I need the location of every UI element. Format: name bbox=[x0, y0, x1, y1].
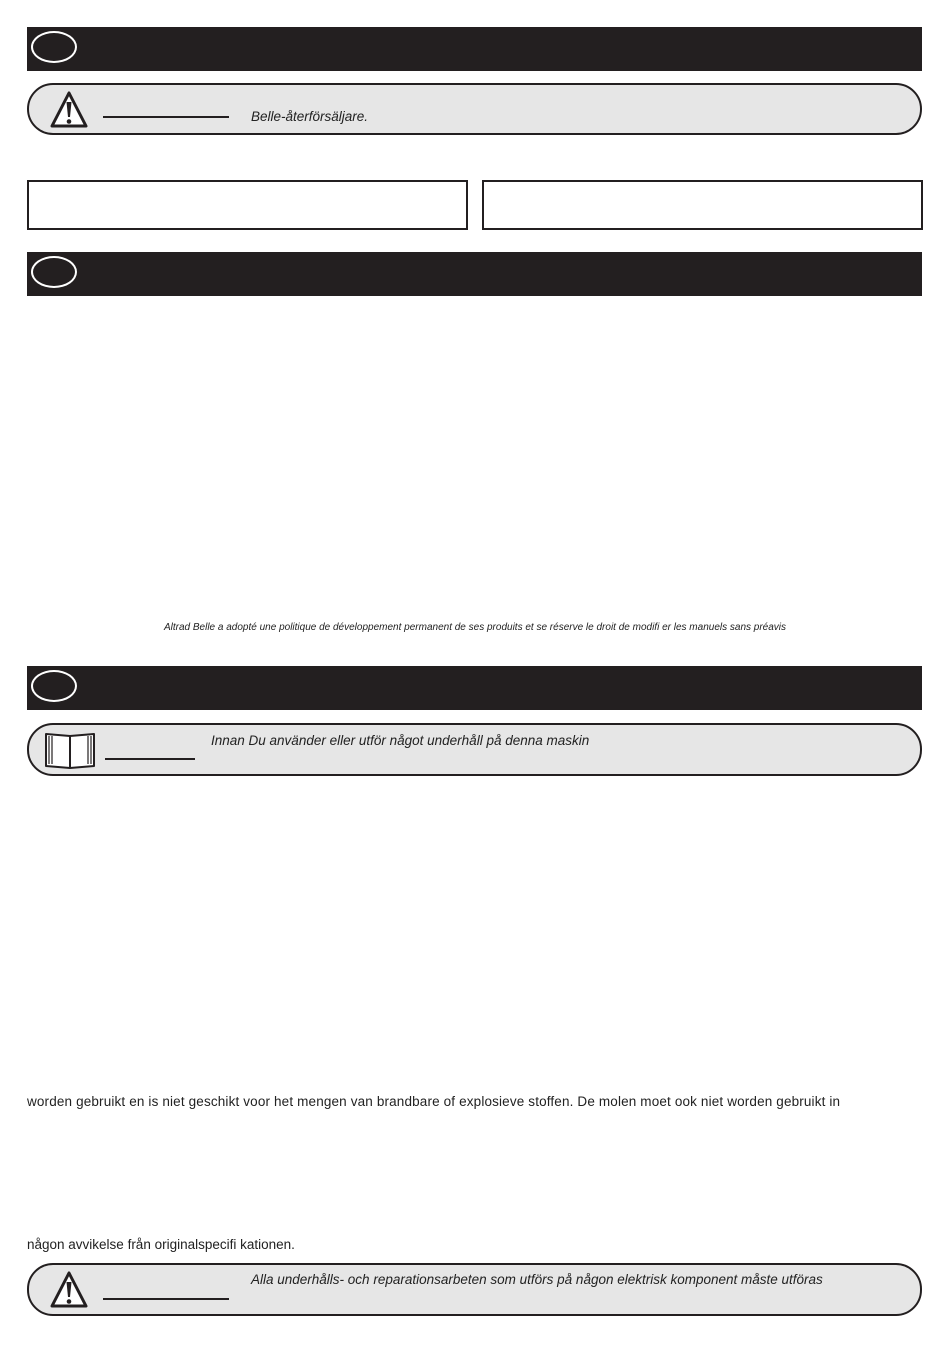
section-header-bar bbox=[27, 252, 922, 296]
warning-triangle-icon bbox=[49, 1270, 89, 1310]
info-box-right bbox=[482, 180, 923, 230]
manual-notice-text: Innan Du använder eller utför något underhåll på denna maskin bbox=[211, 733, 590, 748]
open-book-icon bbox=[43, 730, 97, 772]
policy-footnote: Altrad Belle a adopté une politique de développement permanent de ses produits et se réserve le droit de modifi er les manuels sans préavis bbox=[163, 622, 787, 633]
manual-notice bbox=[27, 723, 922, 776]
warning-text: Alla underhålls- och reparationsarbeten som utförs på någon elektrisk komponent måste utföras bbox=[251, 1272, 823, 1287]
info-box-left bbox=[27, 180, 468, 230]
section-header-bar bbox=[27, 666, 922, 710]
warning-notice bbox=[27, 1263, 922, 1316]
body-text-line: worden gebruikt en is niet geschikt voor het mengen van brandbare of explosieve stoffen. De molen moet ook niet worden gebruikt in bbox=[27, 1094, 841, 1109]
heading-underline bbox=[103, 116, 229, 118]
heading-underline bbox=[103, 1298, 229, 1300]
warning-text: Belle-återförsäljare. bbox=[251, 109, 369, 124]
language-flag-oval bbox=[31, 31, 77, 63]
language-flag-oval bbox=[31, 670, 77, 702]
section-header-bar bbox=[27, 27, 922, 71]
warning-notice bbox=[27, 83, 922, 135]
body-text-line: någon avvikelse från originalspecifi kationen. bbox=[27, 1237, 295, 1252]
warning-triangle-icon bbox=[49, 90, 89, 130]
heading-underline bbox=[105, 758, 195, 760]
language-flag-oval bbox=[31, 256, 77, 288]
